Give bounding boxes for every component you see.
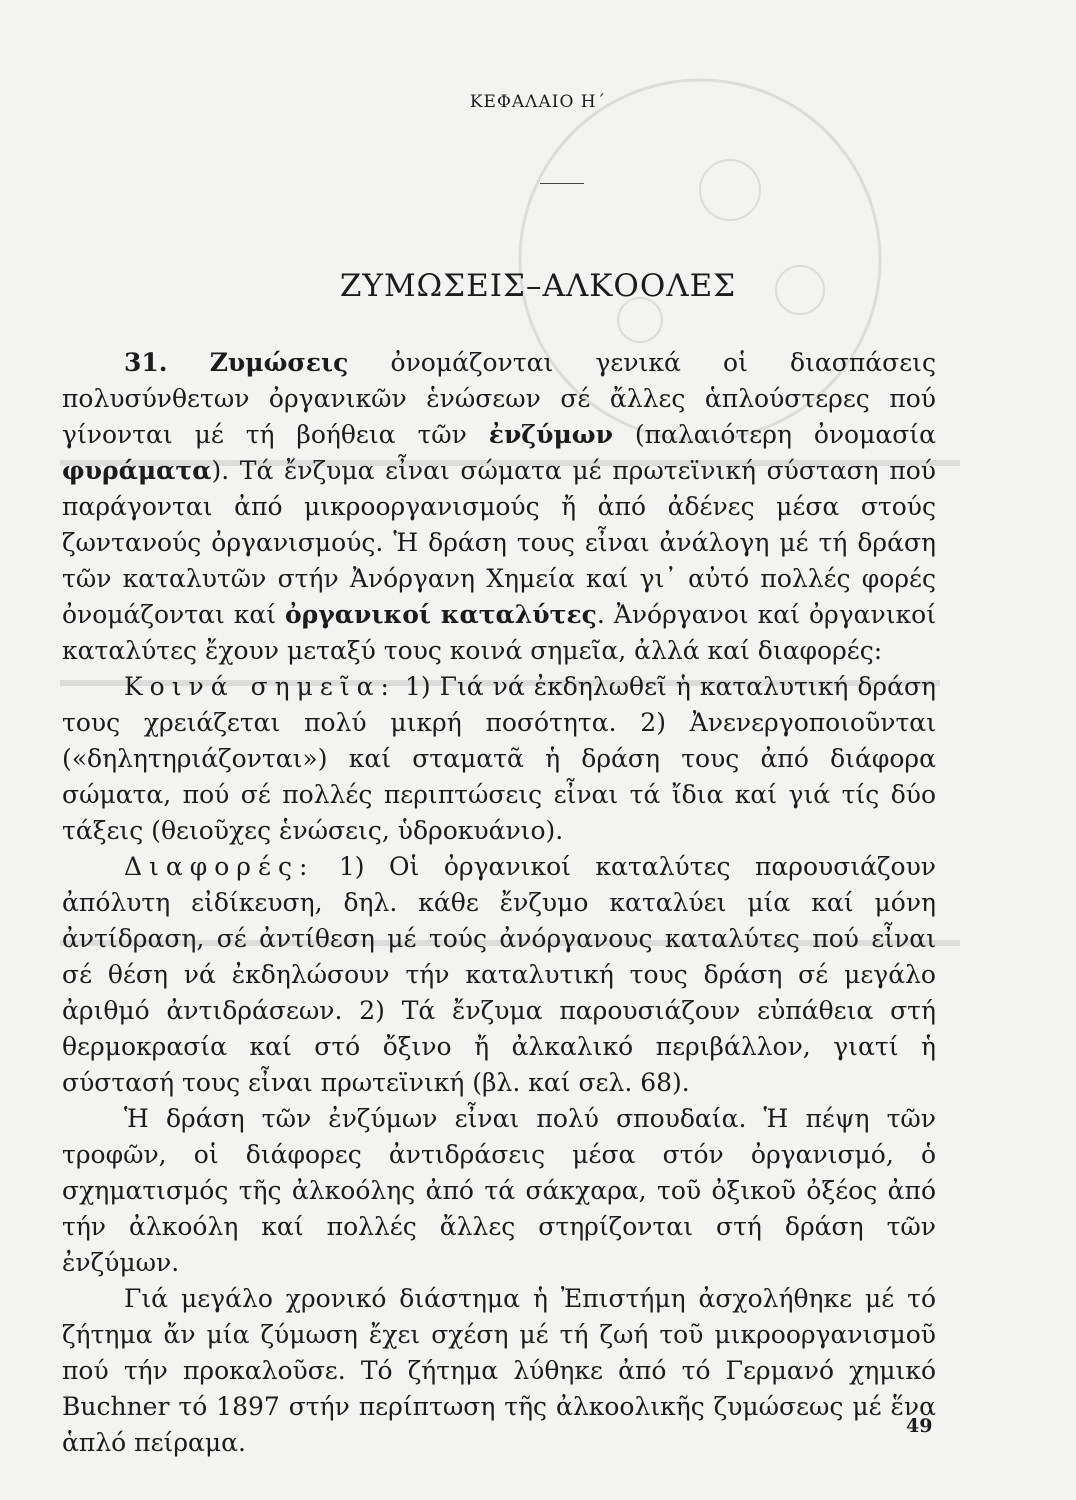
label-differences: Διαφορές:: [124, 852, 315, 881]
paragraph-definition: [62, 345, 936, 669]
term-zymoseis: Ζυμώσεις: [209, 348, 349, 377]
label-common-points: Κοινά σημεῖα:: [124, 672, 396, 701]
text-run: 1) Οἱ ὀργανικοί καταλύτες παρουσιάζουν ἀπόλυτη εἰδίκευση, δηλ. κάθε ἔνζυμο καταλύει μία καί μόνη ἀντίδραση, σέ ἀντίθεση μέ τούς ἀνόργανους καταλύτες πού εἶναι σέ θέση νά ἐκδηλώσουν τήν καταλυτική τους δράση σέ μεγάλο ἀριθμό ἀντιδράσεων. 2) Τά ἔνζυμα παρουσιάζουν εὐπάθεια στή θερμοκρασία καί στό ὄξινο ἤ ἀλκαλικό περιβάλλον, γιατί ἡ σύστασή τους εἶναι πρωτεϊνική (βλ. καί σελ. 68).: [62, 852, 936, 1097]
divider-rule: [540, 183, 584, 184]
body-text: [62, 345, 936, 1461]
term-organic-catalysts: ὀργανικοί καταλύτες: [285, 600, 597, 629]
text-run: (παλαιότερη ὀνομασία: [612, 420, 936, 449]
text-run: . Ἀνόργανοι καί ὀργανικοί καταλύτες ἔχουν μεταξύ τους κοινά σημεῖα, ἀλλά καί διαφορές:: [62, 600, 936, 665]
paragraph-importance: Ἡ δράση τῶν ἐνζύμων εἶναι πολύ σπουδαία. Ἡ πέψη τῶν τροφῶν, οἱ διάφορες ἀντιδράσεις μέσα στόν ὀργανισμό, ὁ σχηματισμός τῆς ἀλκοόλης ἀπό τά σάκχαρα, τοῦ ὀξικοῦ ὀξέος ἀπό τήν ἀλκοόλη καί πολλές ἄλλες στηρίζονται στή δράση τῶν ἐνζύμων.: [62, 1104, 936, 1277]
term-fyramata: φυράματα: [62, 456, 212, 485]
paragraph-common-points: [62, 669, 936, 849]
chapter-title: ΖΥΜΩΣΕΙΣ–ΑΛΚΟΟΛΕΣ: [339, 268, 737, 304]
text-run: 1) Γιά νά ἐκδηλωθεῖ ἡ καταλυτική δράση τους χρειάζεται πολύ μικρή ποσότητα. 2) Ἀνενεργοποιοῦνται («δηλητηριάζονται») καί σταματᾶ ἡ δράση τους ἀπό διάφορα σώματα, πού σέ πολλές περιπτώσεις εἶναι τά ἴδια καί γιά τίς δύο τάξεις (θειοῦχες ἑνώσεις, ὑδροκυάνιο).: [62, 672, 936, 845]
section-number: 31.: [124, 348, 168, 377]
paragraph-differences: [62, 849, 936, 1101]
chapter-label: ΚΕΦΑΛΑΙΟ Η΄: [469, 92, 607, 112]
term-enzymes: ἐνζύμων: [488, 420, 613, 449]
page-number: 49: [906, 1415, 933, 1437]
text-run: ). Τά ἔνζυμα εἶναι σώματα μέ πρωτεϊνική σύσταση πού παράγονται ἀπό μικροοργανισμούς ἤ ἀπό ἀδένες μέσα στούς ζωντανούς ὀργανισμούς. Ἡ δράση τους εἶναι ἀνάλογη μέ τή δράση τῶν καταλυτῶν στήν Ἀνόργανη Χημεία καί γι᾿ αὐτό πολλές φορές ὀνομάζονται καί: [62, 456, 936, 629]
paragraph-history: Γιά μεγάλο χρονικό διάστημα ἡ Ἐπιστήμη ἀσχολήθηκε μέ τό ζήτημα ἄν μία ζύμωση ἔχει σχέση μέ τή ζωή τοῦ μικροοργανισμοῦ πού τήν προκαλοῦσε. Τό ζήτημα λύθηκε ἀπό τό Γερμανό χημικό Buchner τό 1897 στήν περίπτωση τῆς ἀλκοολικῆς ζυμώσεως μέ ἕνα ἁπλό πείραμα.: [62, 1284, 936, 1457]
text-run: ὀνομάζονται γενικά οἱ διασπάσεις πολυσύνθετων ὀργανικῶν ἑνώσεων σέ ἄλλες ἁπλούστερες πού γίνονται μέ τή βοήθεια τῶν: [62, 348, 936, 449]
